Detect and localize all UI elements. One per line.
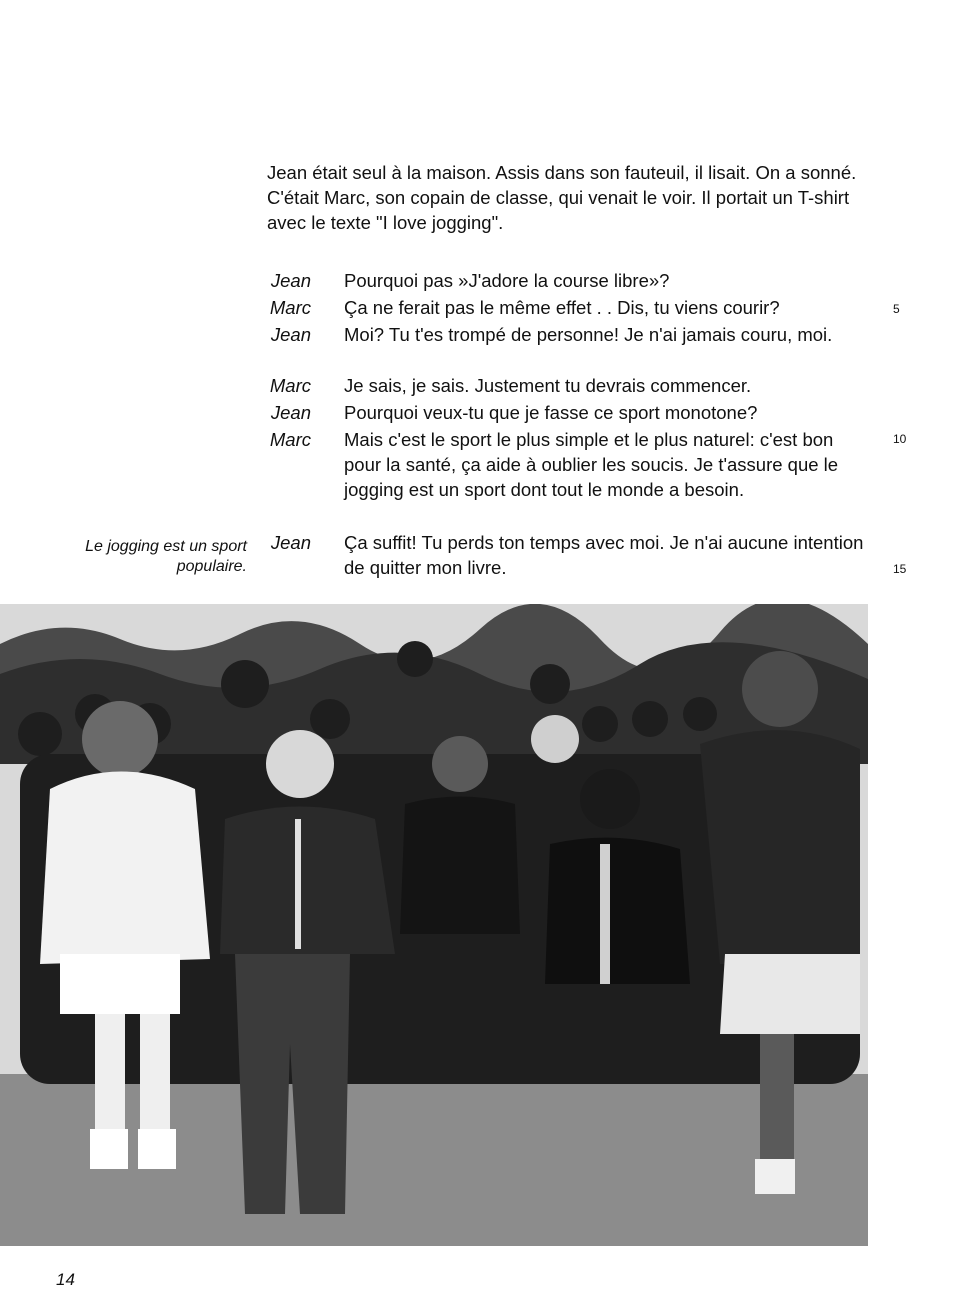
line-number: 5 (893, 302, 900, 316)
speech-text: Je sais, je sais. Justement tu devrais commencer. (344, 375, 752, 396)
speech-text: Pourquoi pas »J'adore la course libre»? (344, 270, 670, 291)
speaker-name: Jean (270, 532, 311, 553)
speaker-name: Jean (270, 270, 311, 291)
speech-text: Mais c'est le sport le plus simple et le plus naturel: c'est bon pour la santé, ça aide à oublier les soucis. Je t'assure que le jogging est un sport dont tout le monde a besoin. (344, 429, 839, 500)
photo-caption: Le jogging est un sport populaire. (85, 538, 247, 575)
line-number: 15 (893, 562, 907, 576)
speaker-name: Marc (269, 297, 311, 318)
speaker-name: Jean (270, 402, 311, 423)
speaker-name: Marc (269, 429, 311, 450)
speaker-name: Jean (270, 324, 311, 345)
speech-text: Ça suffit! Tu perds ton temps avec moi. Je n'ai aucune intention de quitter mon livre. (344, 532, 864, 578)
page-number: 14 (56, 1270, 75, 1289)
speech-text: Moi? Tu t'es trompé de personne! Je n'ai jamais couru, moi. (344, 324, 833, 345)
speaker-name: Marc (269, 375, 311, 396)
intro-paragraph: Jean était seul à la maison. Assis dans son fauteuil, il lisait. On a sonné. C'était Marc, son copain de classe, qui venait le voir. Il portait un T-shirt avec le texte "I love jogging". (267, 162, 857, 233)
line-number: 10 (893, 432, 907, 446)
speech-text: Pourquoi veux-tu que je fasse ce sport monotone? (344, 402, 758, 423)
speech-text: Ça ne ferait pas le même effet . . Dis, tu viens courir? (344, 297, 780, 318)
joggers-photo (0, 604, 868, 1246)
